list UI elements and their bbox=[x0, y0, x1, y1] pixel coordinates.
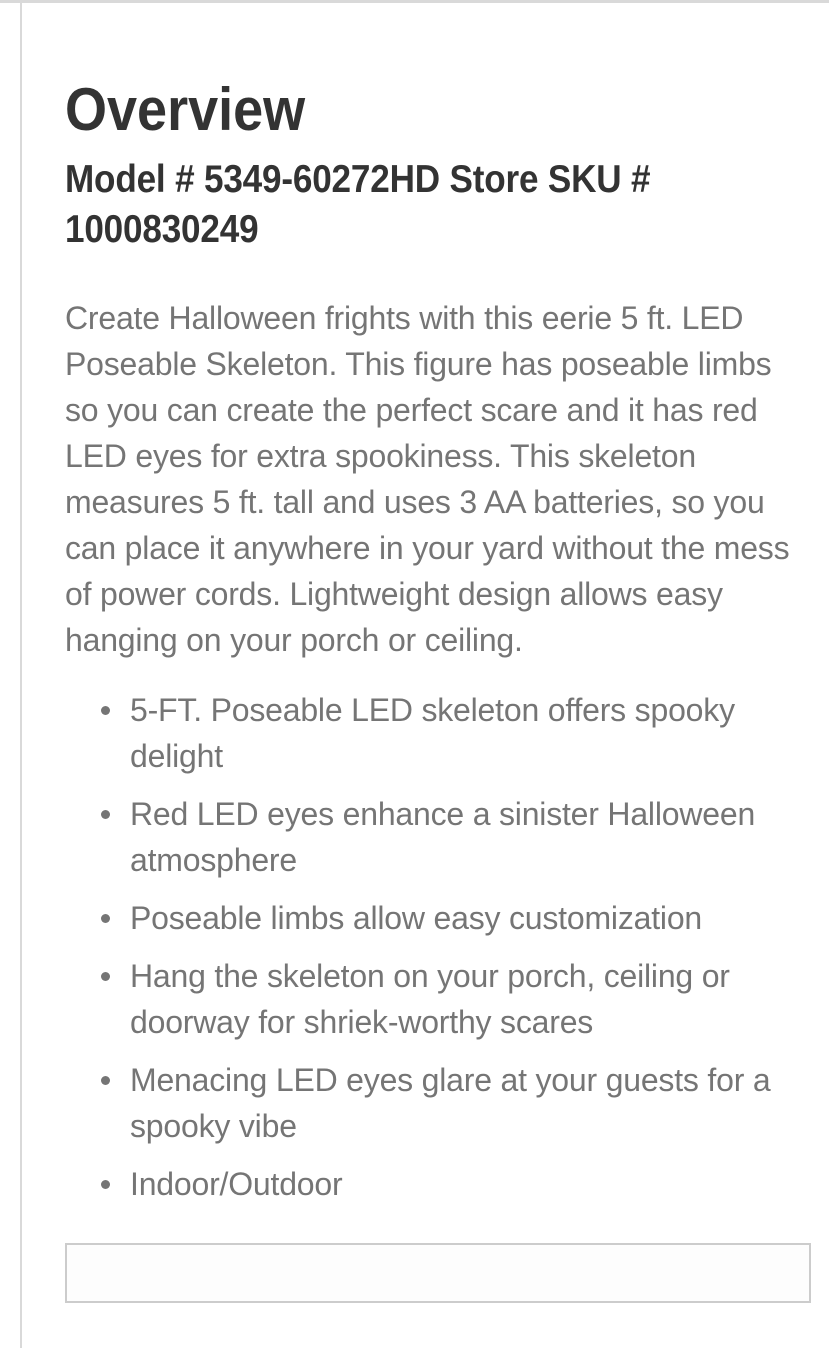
list-item: Indoor/Outdoor bbox=[65, 1161, 811, 1207]
card-left-border bbox=[20, 2, 22, 1348]
list-item: Poseable limbs allow easy customization bbox=[65, 895, 811, 941]
list-item: Red LED eyes enhance a sinister Halloween atmosphere bbox=[65, 791, 811, 883]
specs-table-top-edge bbox=[65, 1243, 811, 1303]
product-description: Create Halloween frights with this eerie 5 ft. LED Poseable Skeleton. This figure has poseable limbs so you can create the perfect scare and it has red LED eyes for extra spookiness. This skeleton measures 5 ft. tall and uses 3 AA batteries, so you can place it anywhere in your yard without the mess of power cords. Lightweight design allows easy hanging on your porch or ceiling. bbox=[65, 300, 790, 658]
list-item: Menacing LED eyes glare at your guests for a spooky vibe bbox=[65, 1057, 811, 1149]
model-number: 5349-60272HD bbox=[203, 158, 440, 201]
list-item: Hang the skeleton on your porch, ceiling or doorway for shriek-worthy scares bbox=[65, 953, 811, 1045]
overview-section bbox=[65, 0, 811, 1303]
sku-number: 1000830249 bbox=[65, 208, 259, 251]
sku-label: Store SKU # bbox=[449, 158, 651, 201]
model-label: Model # bbox=[65, 158, 195, 201]
list-item: 5-FT. Poseable LED skeleton offers spooky delight bbox=[65, 687, 811, 779]
page-title: Overview bbox=[65, 76, 306, 143]
feature-bullet-list bbox=[65, 687, 811, 1207]
model-sku-line bbox=[65, 155, 812, 255]
